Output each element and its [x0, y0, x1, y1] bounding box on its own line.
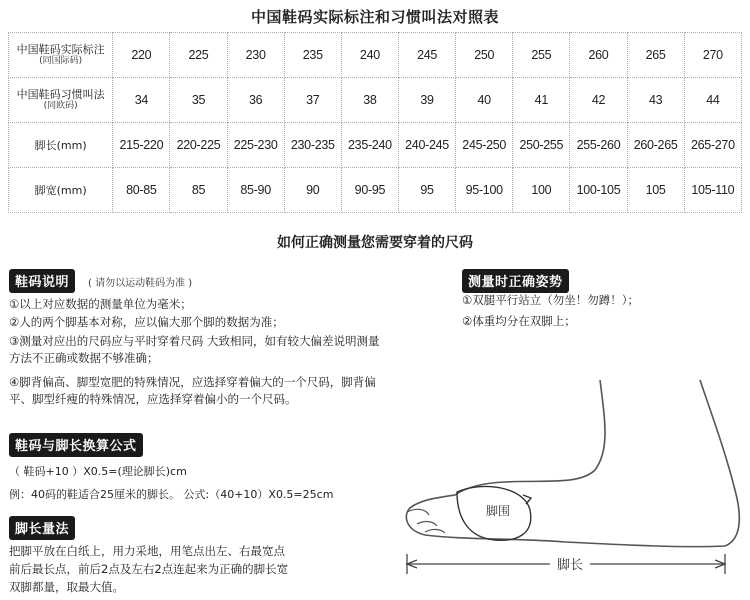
table-cell: 240	[341, 33, 398, 78]
table-cell: 260-265	[627, 123, 684, 168]
table-cell: 35	[170, 78, 227, 123]
table-cell: 230-235	[284, 123, 341, 168]
measure-text: 把脚平放在白纸上，用力采地，用笔点出左、右最宽点前后最长点，前后2点及左右2点连起来为正确的脚长宽双脚都量，取最大值。	[9, 544, 289, 594]
size-note-item: ②人的两个脚基本对称，应以偏大那个脚的数据为准；	[9, 315, 284, 329]
table-cell: 36	[227, 78, 284, 123]
posture-item: ①双腿平行站立（勿坐！勿蹲！）；	[462, 293, 640, 307]
section-title: 如何正确测量您需要穿着的尺码	[277, 235, 473, 251]
size-chart-table	[8, 32, 742, 213]
table-cell: 265-270	[684, 123, 741, 168]
size-note-item: ④脚背偏高、脚型宽肥的特殊情况，应选择穿着偏大的一个尺码，脚背偏平、脚型纤瘦的特殊情况，应选择穿着偏小的一个尺码。	[9, 375, 376, 406]
table-cell: 38	[341, 78, 398, 123]
table-cell: 260	[570, 33, 627, 78]
row-header	[9, 123, 113, 168]
table-cell: 255-260	[570, 123, 627, 168]
table-cell: 225	[170, 33, 227, 78]
row-header-label: 中国鞋码习惯叫法	[16, 87, 105, 101]
table-cell: 250-255	[513, 123, 570, 168]
table-cell: 250	[456, 33, 513, 78]
table-cell: 245	[398, 33, 455, 78]
table-cell: 80-85	[113, 168, 170, 213]
table-row	[9, 78, 742, 123]
row-header-label: 脚宽(mm)	[34, 183, 87, 197]
measure-tag: 脚长量法	[9, 516, 75, 540]
table-row	[9, 33, 742, 78]
table-cell: 245-250	[456, 123, 513, 168]
table-cell: 215-220	[113, 123, 170, 168]
table-cell: 265	[627, 33, 684, 78]
size-note-item: ①以上对应数据的测量单位为毫米；	[9, 297, 192, 311]
table-cell: 95	[398, 168, 455, 213]
table-cell: 240-245	[398, 123, 455, 168]
posture-item: ②体重均分在双脚上；	[462, 314, 576, 328]
row-header-sub: (同国际码)	[39, 55, 83, 66]
row-header	[9, 78, 113, 123]
table-row	[9, 168, 742, 213]
row-header-label: 脚长(mm)	[34, 138, 87, 152]
formula-tag: 鞋码与脚长换算公式	[9, 433, 143, 457]
table-cell: 225-230	[227, 123, 284, 168]
size-note-item: ③测量对应出的尺码应与平时穿着尺码 大致相同，如有较大偏差说明测量方法不正确或数据不够准确；	[9, 334, 380, 365]
table-cell: 255	[513, 33, 570, 78]
table-row	[9, 123, 742, 168]
table-cell: 40	[456, 78, 513, 123]
table-cell: 95-100	[456, 168, 513, 213]
table-cell: 34	[113, 78, 170, 123]
formula-line: （ 鞋码+10 ）X0.5=(理论脚长)cm	[9, 465, 187, 478]
table-cell: 220	[113, 33, 170, 78]
table-cell: 90	[284, 168, 341, 213]
table-cell: 105-110	[684, 168, 741, 213]
table-cell: 37	[284, 78, 341, 123]
foot-girth-label: 脚围	[485, 504, 511, 518]
table-cell: 85	[170, 168, 227, 213]
row-header-label: 中国鞋码实际标注	[16, 42, 105, 56]
posture-tag: 测量时正确姿势	[462, 269, 569, 293]
foot-length-label: 脚长	[556, 558, 584, 573]
size-note-remark: ( 请勿以运动鞋码为准 )	[88, 278, 193, 289]
table-cell: 44	[684, 78, 741, 123]
table-cell: 39	[398, 78, 455, 123]
table-cell: 43	[627, 78, 684, 123]
foot-outline-icon	[395, 370, 750, 600]
table-cell: 42	[570, 78, 627, 123]
table-cell: 41	[513, 78, 570, 123]
size-note-tag: 鞋码说明	[9, 269, 75, 293]
row-header	[9, 33, 113, 78]
table-cell: 105	[627, 168, 684, 213]
table-cell: 235	[284, 33, 341, 78]
main-title: 中国鞋码实际标注和习惯叫法对照表	[250, 8, 499, 26]
table-cell: 230	[227, 33, 284, 78]
foot-diagram	[395, 370, 750, 600]
table-cell: 235-240	[341, 123, 398, 168]
row-header	[9, 168, 113, 213]
table-cell: 100-105	[570, 168, 627, 213]
row-header-sub: (同欧码)	[43, 100, 78, 111]
table-cell: 100	[513, 168, 570, 213]
formula-example: 例：40码的鞋适合25厘米的脚长。 公式:（40+10）X0.5=25cm	[9, 488, 334, 501]
table-cell: 85-90	[227, 168, 284, 213]
table-cell: 270	[684, 33, 741, 78]
table-cell: 220-225	[170, 123, 227, 168]
table-cell: 90-95	[341, 168, 398, 213]
